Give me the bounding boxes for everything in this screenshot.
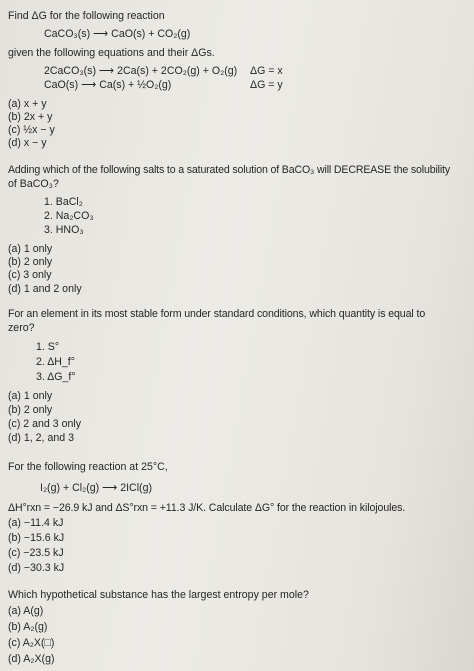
- q4-choice-d: (d) −30.3 kJ: [8, 562, 65, 574]
- q3-choice-b: (b) 2 only: [8, 404, 53, 416]
- q2-choice-d: (d) 1 and 2 only: [8, 283, 82, 295]
- q1-choice-b: (b) 2x + y: [8, 111, 53, 123]
- q2-prompt-line1: Adding which of the following salts to a saturated solution of BaCO₃ will DECREASE the solubility: [8, 164, 450, 176]
- q2-item-1: 1. BaCl₂: [44, 196, 83, 208]
- q1-equation-1-dg: ΔG = x: [250, 65, 283, 77]
- q1-equation-2: CaO(s) ⟶ Ca(s) + ½O₂(g): [44, 79, 172, 91]
- q1-choice-d: (d) x − y: [8, 137, 47, 149]
- q2-item-3: 3. HNO₃: [44, 224, 84, 236]
- q5-prompt: Which hypothetical substance has the largest entropy per mole?: [8, 589, 309, 601]
- q1-choice-c: (c) ½x − y: [8, 124, 55, 136]
- q3-choice-d: (d) 1, 2, and 3: [8, 432, 74, 444]
- q3-item-3: 3. ΔG_f°: [36, 371, 76, 383]
- q3-item-1: 1. S°: [36, 341, 60, 353]
- q4-data-line: ΔH°rxn = −26.9 kJ and ΔS°rxn = +11.3 J/K. Calculate ΔG° for the reaction in kilojoules.: [8, 502, 406, 514]
- q3-prompt-line1: For an element in its most stable form under standard conditions, which quantity is equal to: [8, 308, 426, 320]
- q3-choice-a: (a) 1 only: [8, 390, 53, 402]
- q2-choice-c: (c) 3 only: [8, 269, 52, 281]
- q5-choice-d: (d) A₂X(g): [8, 653, 55, 665]
- q2-choice-b: (b) 2 only: [8, 256, 53, 268]
- q4-reaction: I₂(g) + Cl₂(g) ⟶ 2ICl(g): [40, 482, 152, 494]
- q4-choice-b: (b) −15.6 kJ: [8, 532, 65, 544]
- q1-given-text: given the following equations and their ΔGs.: [8, 47, 215, 59]
- q5-choice-b: (b) A₂(g): [8, 621, 48, 633]
- q2-choice-a: (a) 1 only: [8, 243, 53, 255]
- q1-equation-2-dg: ΔG = y: [250, 79, 283, 91]
- q2-prompt-line2: of BaCO₃?: [8, 178, 59, 190]
- q1-target-reaction: CaCO₃(s) ⟶ CaO(s) + CO₂(g): [44, 28, 191, 40]
- q4-choice-c: (c) −23.5 kJ: [8, 547, 64, 559]
- q4-prompt: For the following reaction at 25°C,: [8, 461, 168, 473]
- q3-choice-c: (c) 2 and 3 only: [8, 418, 82, 430]
- q1-equation-1: 2CaCO₃(s) ⟶ 2Ca(s) + 2CO₂(g) + O₂(g): [44, 65, 238, 77]
- q3-prompt-line2: zero?: [8, 322, 35, 334]
- q3-item-2: 2. ΔH_f°: [36, 356, 75, 368]
- q1-choice-a: (a) x + y: [8, 98, 47, 110]
- q5-choice-c: (c) A₂X(□): [8, 637, 55, 649]
- q4-choice-a: (a) −11.4 kJ: [8, 517, 64, 529]
- q1-prompt: Find ΔG for the following reaction: [8, 10, 165, 22]
- q5-choice-a: (a) A(g): [8, 605, 44, 617]
- q2-item-2: 2. Na₂CO₃: [44, 210, 94, 222]
